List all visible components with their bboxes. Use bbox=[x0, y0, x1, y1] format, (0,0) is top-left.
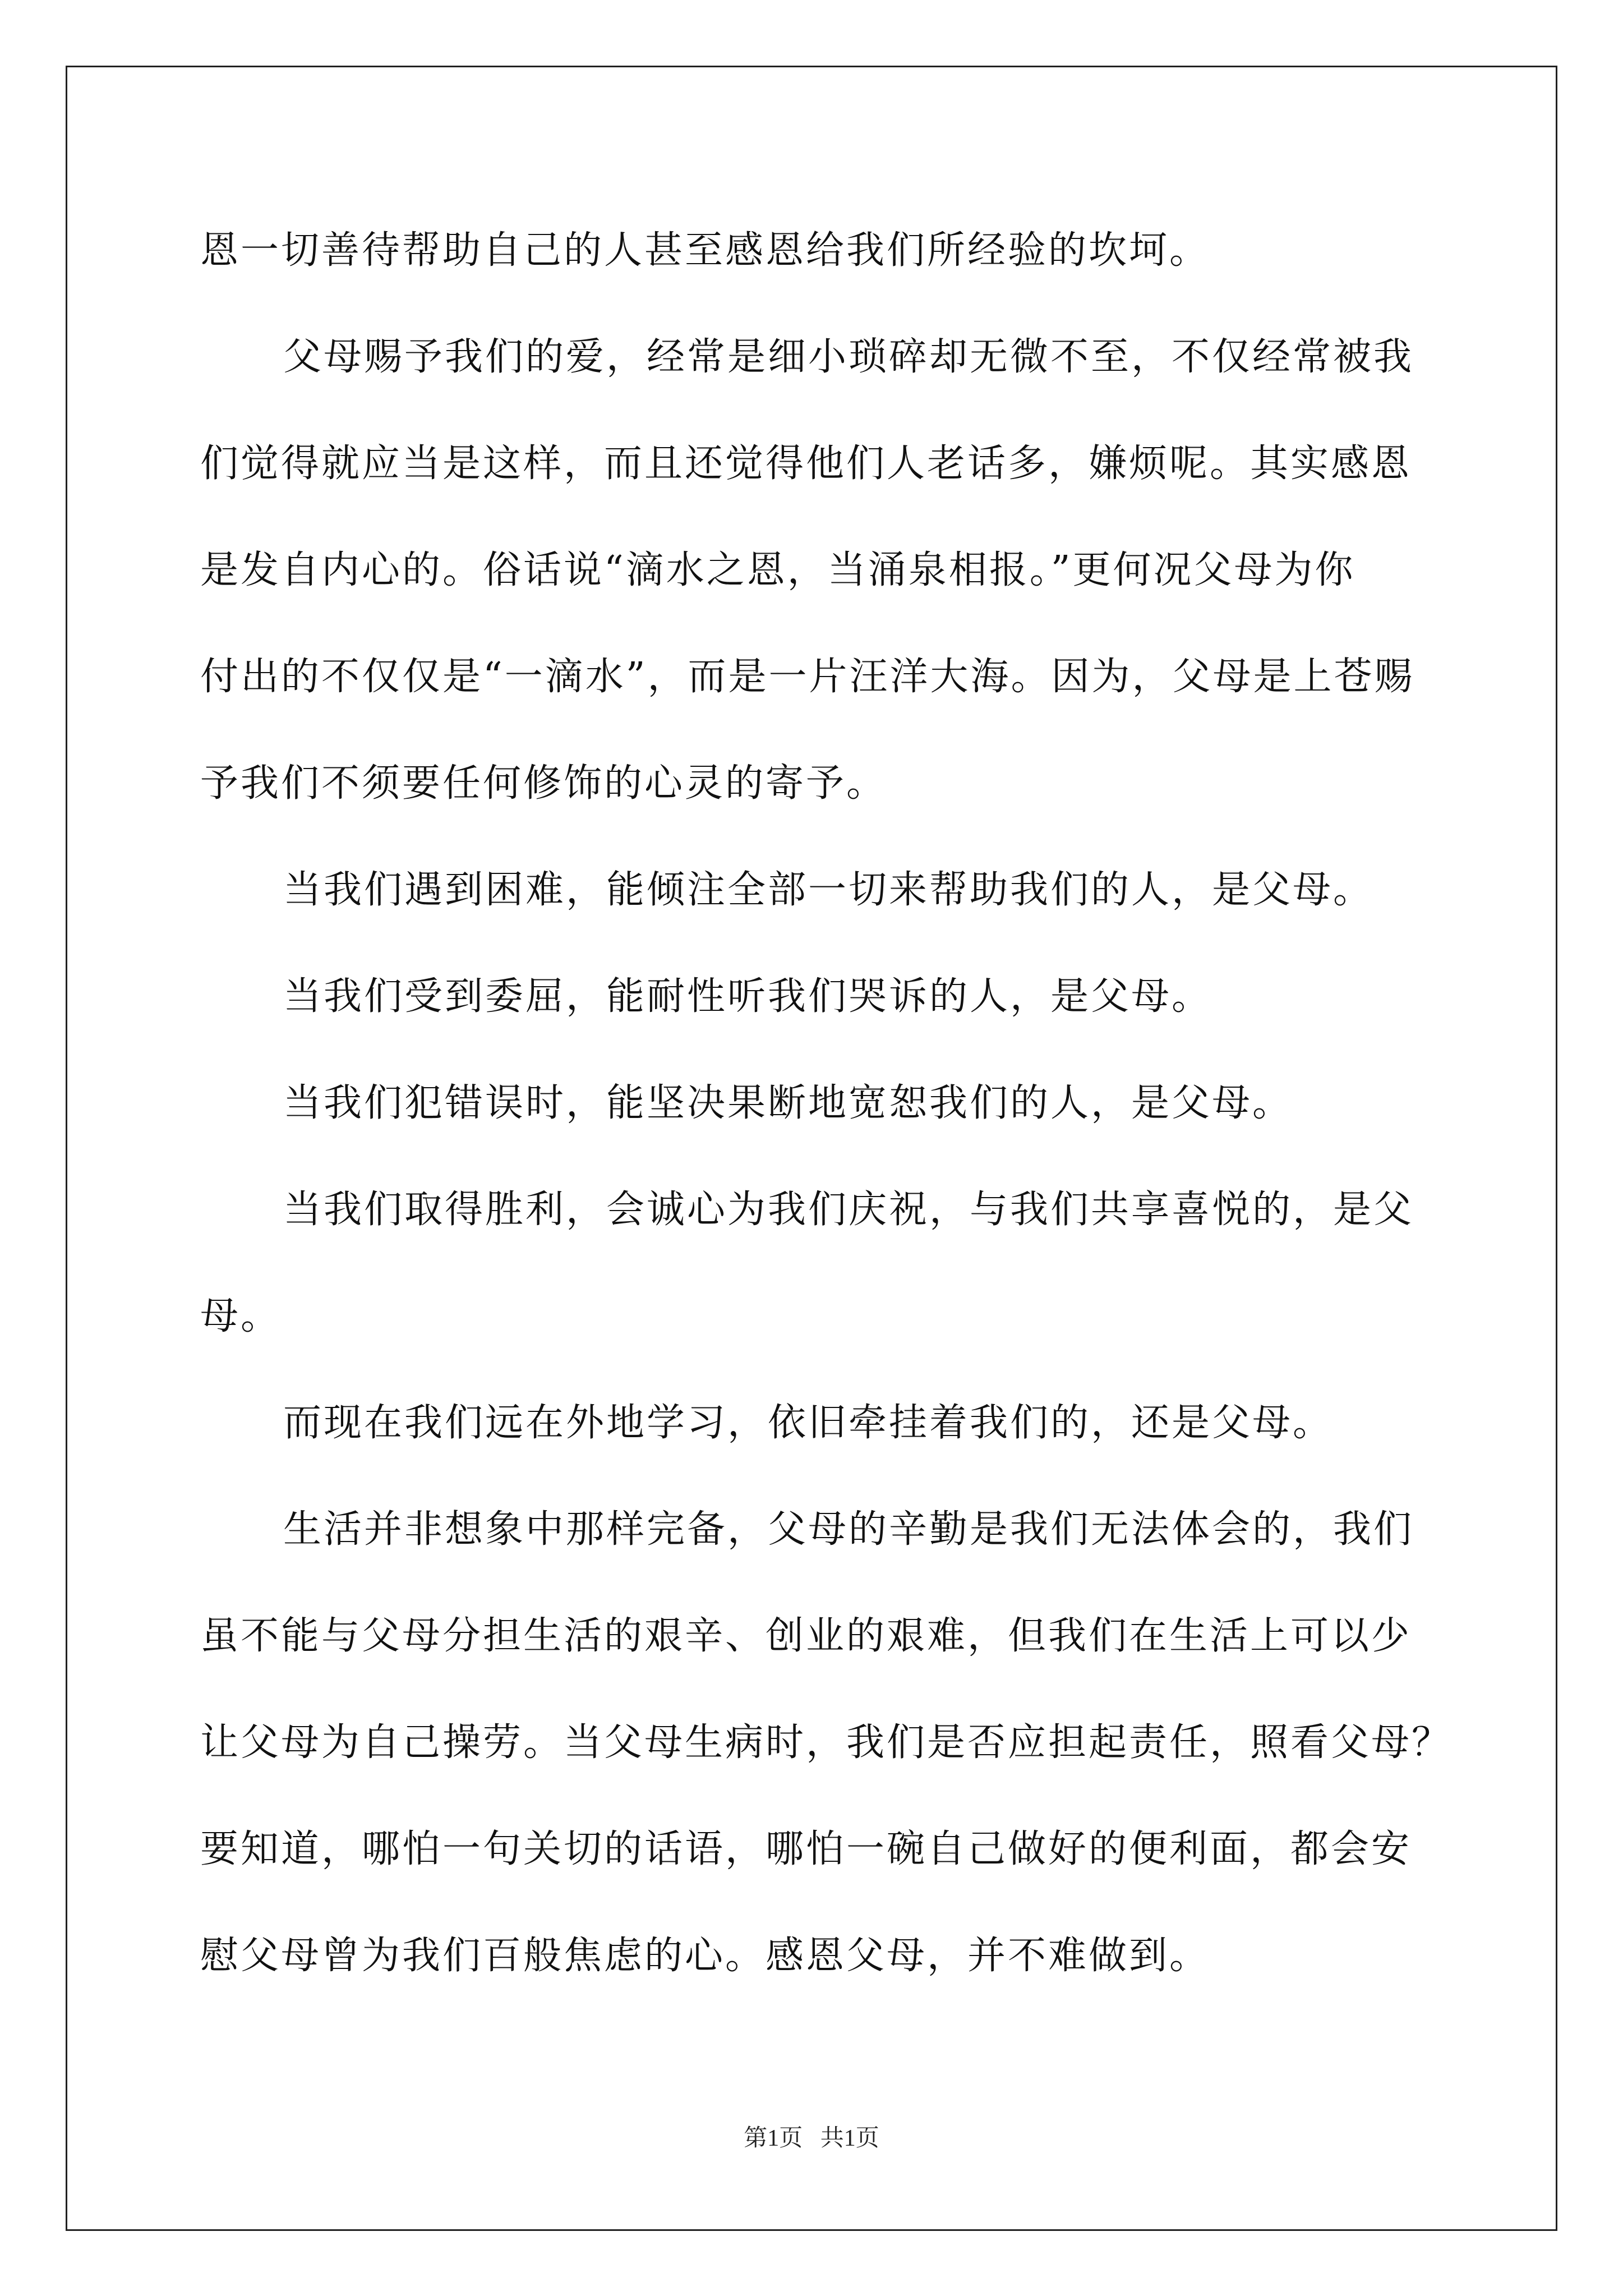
text-line: 虽不能与父母分担生活的艰辛、创业的艰难，但我们在生活上可以少 bbox=[200, 1614, 1412, 1658]
text-line: 要知道，哪怕一句关切的话语，哪怕一碗自己做好的便利面，都会安 bbox=[200, 1827, 1412, 1871]
document-body bbox=[200, 209, 1473, 2021]
text-line: 予我们不须要任何修饰的心灵的寄予。 bbox=[200, 761, 887, 806]
page-footer bbox=[0, 2119, 1623, 2153]
text-line: 而现在我们远在外地学习，依旧牵挂着我们的，还是父母。 bbox=[283, 1401, 1334, 1445]
footer-gap bbox=[803, 2125, 820, 2151]
text-line: 当我们遇到困难，能倾注全部一切来帮助我们的人，是父母。 bbox=[283, 868, 1374, 912]
text-line: 父母赐予我们的爱，经常是细小琐碎却无微不至，不仅经常被我 bbox=[283, 335, 1414, 379]
page-number: 第1页 bbox=[744, 2125, 803, 2151]
text-line: 当我们受到委屈，能耐性听我们哭诉的人，是父母。 bbox=[283, 974, 1212, 1019]
text-line: 当我们犯错误时，能坚决果断地宽恕我们的人，是父母。 bbox=[283, 1081, 1293, 1125]
text-line: 生活并非想象中那样完备，父母的辛勤是我们无法体会的，我们 bbox=[283, 1507, 1414, 1552]
text-line: 当我们取得胜利，会诚心为我们庆祝，与我们共享喜悦的，是父 bbox=[283, 1188, 1414, 1232]
text-line: 付出的不仅仅是“一滴水”，而是一片汪洋大海。因为，父母是上苍赐 bbox=[200, 655, 1415, 699]
text-line: 让父母为自己操劳。当父母生病时，我们是否应担起责任，照看父母？ bbox=[200, 1720, 1453, 1765]
text-line: 是发自内心的。俗话说“滴水之恩，当涌泉相报。”更何况父母为你 bbox=[200, 548, 1355, 592]
page-total: 共1页 bbox=[820, 2125, 879, 2151]
text-line: 恩一切善待帮助自己的人甚至感恩给我们所经验的坎坷。 bbox=[200, 228, 1210, 273]
text-line: 们觉得就应当是这样，而且还觉得他们人老话多，嫌烦呢。其实感恩 bbox=[200, 441, 1412, 486]
text-line: 慰父母曾为我们百般焦虑的心。感恩父母，并不难做到。 bbox=[200, 1934, 1210, 1978]
text-line: 母。 bbox=[200, 1294, 282, 1338]
